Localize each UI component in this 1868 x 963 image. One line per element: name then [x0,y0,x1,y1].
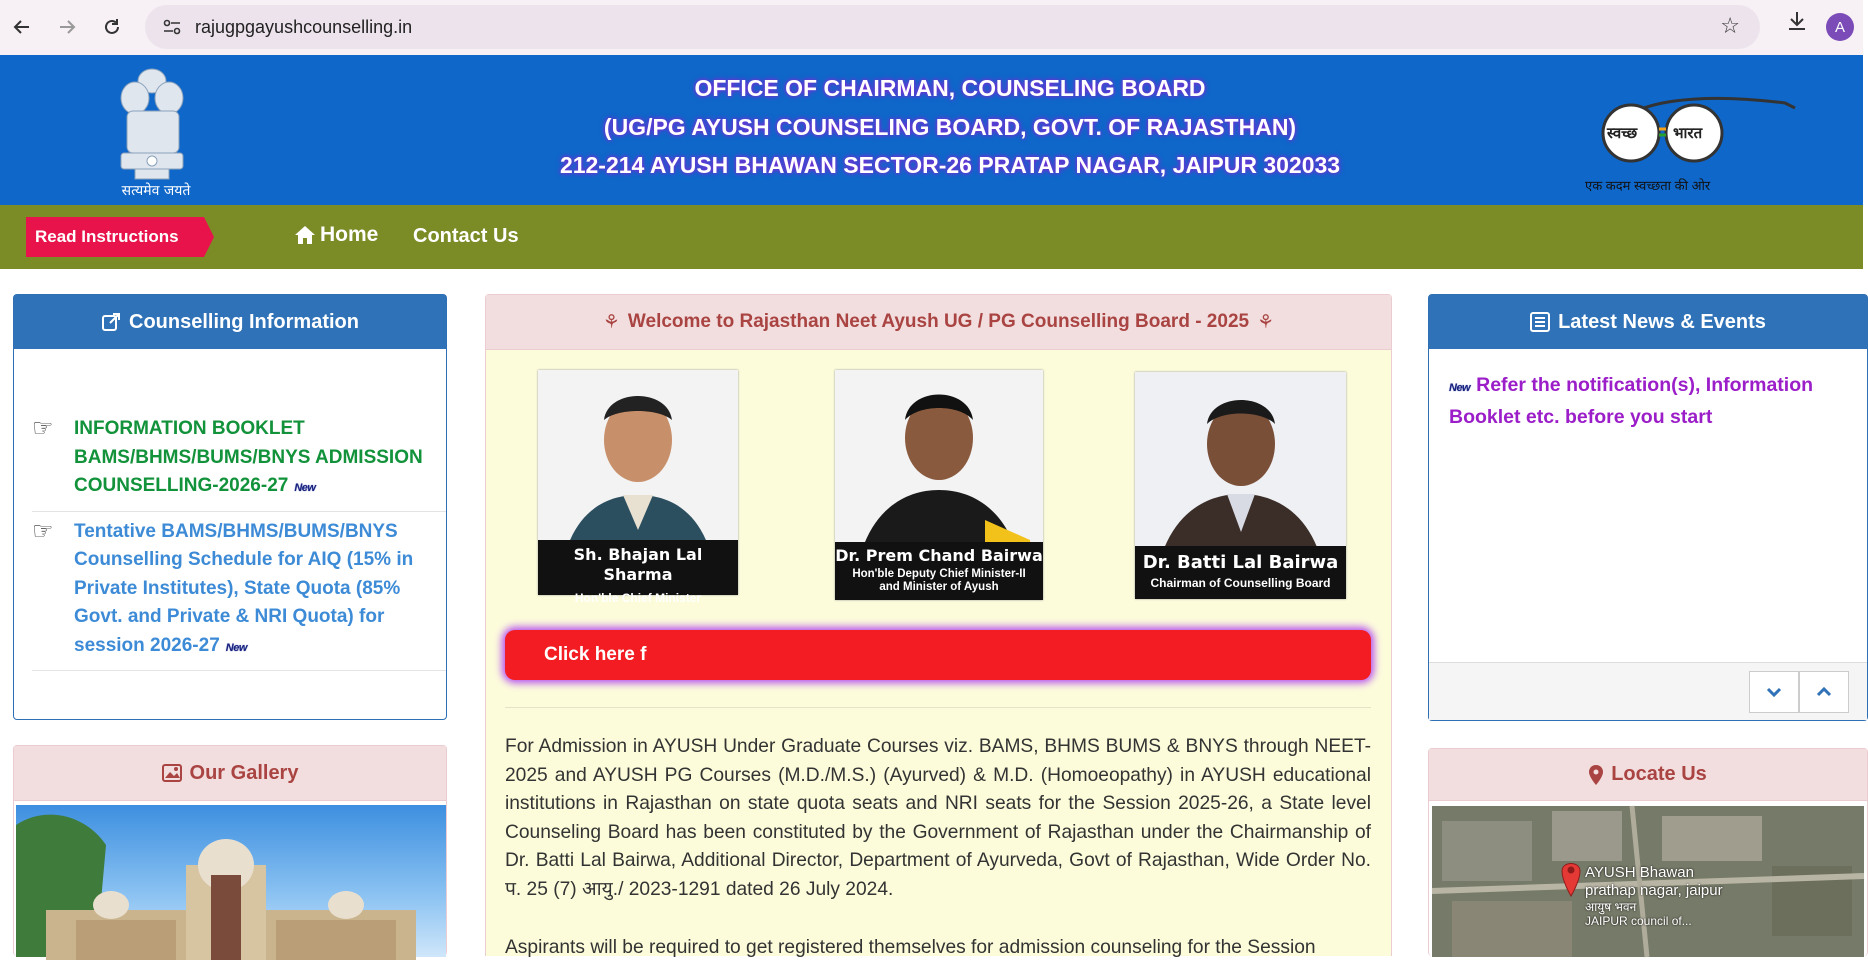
person-name: Sh. Bhajan Lal Sharma [573,545,703,584]
scroll-up-button[interactable] [1799,671,1849,713]
back-icon[interactable] [2,7,42,47]
caption [835,542,1043,600]
click-here-button[interactable]: Click here f [505,630,1371,680]
chevron-down-icon [1766,686,1782,698]
flower-icon: ⚘ [602,311,620,333]
site-header [0,55,1863,205]
map-embed[interactable] [1432,806,1864,957]
forward-icon[interactable] [47,7,87,47]
news-item[interactable]: New Refer the notification(s), Information Booklet etc. before you start [1449,374,1814,428]
gallery-panel [13,745,447,956]
locate-header [1429,749,1867,801]
person-role: Hon'ble Deputy Chief Minister-II and Minister of Ayush [852,568,1026,593]
new-badge: New [1449,382,1471,394]
flower-icon: ⚘ [1257,311,1275,333]
emblem-motto: सत्यमेव जयते [121,183,191,199]
header-line-1: OFFICE OF CHAIRMAN, COUNSELING BOARD [694,75,1206,101]
counselling-list [14,349,446,671]
news-title: Latest News & Events [1558,310,1766,333]
list-item[interactable] [32,409,446,512]
pointing-hand-icon: ☞ [32,517,54,545]
counselling-info-header [14,295,446,349]
swachh-tagline: एक कदम स्वच्छता की ओर [1585,178,1711,193]
news-list [1429,349,1867,431]
new-badge: New [225,641,247,654]
national-emblem-logo [105,63,200,203]
news-controls [1429,662,1867,720]
map-label: AYUSH Bhawan prathap nagar, jaipur आयुष भवन JAIPUR council of... [1585,864,1723,928]
profile-avatar[interactable]: A [1826,13,1854,41]
caption [1135,546,1346,599]
download-icon[interactable] [1782,10,1812,44]
pointing-hand-icon: ☞ [32,415,54,442]
divider [505,707,1371,708]
read-instructions-button[interactable]: Read Instructions [26,217,214,257]
caption [538,540,738,605]
registration-paragraph: Aspirants will be required to get registered themselves for admission counseling for the Session [505,937,1316,958]
news-panel [1428,294,1868,721]
info-booklet-link[interactable]: INFORMATION BOOKLET BAMS/BHMS/BUMS/BNYS ADMISSION COUNSELLING-2026-27 New [74,415,446,503]
welcome-title: Welcome to Rajasthan Neet Ayush UG / PG Counselling Board - 2025 [627,311,1250,332]
nav-home[interactable] [294,223,378,247]
news-header [1429,295,1867,349]
scroll-down-button[interactable] [1749,671,1799,713]
chevron-up-icon [1816,686,1832,698]
person-name: Dr. Batti Lal Bairwa [1142,552,1339,573]
image-icon [162,764,182,782]
locate-title: Locate Us [1611,763,1707,785]
header-title [450,69,1450,185]
map-marker-icon [1589,765,1603,785]
header-line-2: (UG/PG AYUSH COUNSELING BOARD, GOVT. OF RAJASTHAN) [603,113,1297,140]
person-name: Dr. Prem Chand Bairwa [835,546,1043,565]
welcome-panel [485,294,1392,956]
intro-paragraph: For Admission in AYUSH Under Graduate Courses viz. BAMS, BHMS BUMS & BNYS through NEET-2025 and AYUSH PG Courses (M.D./M.S.) (Ayurved) & M.D. (Homoeopathy) in AYUSH educational institutions in Rajasthan on state quota seats and NRI seats for the Session 2025-26, a State level Counseling Board has been constituted by the Government of Rajasthan under the Chairmanship of Dr. Batti Lal Bairwa, Additional Director, Department of Ayurveda, Govt of Rajasthan, Wide Order No. प. 25 (7) आयु./ 2023-1291 dated 26 July 2024. [505,736,1371,900]
schedule-link[interactable]: Tentative BAMS/BHMS/BUMS/BNYS Counselling Schedule for AIQ (15% in Private Institutes), State Quota (85% Govt. and Private & NRI Quota) for session 2026-27 New [74,518,446,663]
reload-icon[interactable] [92,7,132,47]
photo-chief-minister [538,370,738,605]
external-link-icon [101,312,121,332]
main-nav [0,205,1863,269]
counselling-info-panel [13,294,447,720]
gallery-header [14,746,446,801]
header-line-3: 212-214 AYUSH BHAWAN SECTOR-26 PRATAP NAGAR, JAIPUR 302033 [559,152,1341,178]
photo-deputy-cm [835,370,1043,600]
swachh-right-text: भारत [1673,125,1703,142]
nav-contact-us[interactable]: Contact Us [413,225,519,247]
counselling-info-title: Counselling Information [129,310,359,333]
site-info-icon[interactable] [153,19,191,35]
bookmark-star-icon[interactable]: ☆ [1720,13,1740,38]
address-bar[interactable] [145,5,1760,49]
swachh-left-text: स्वच्छ [1607,125,1638,142]
photo-chairman [1135,372,1346,599]
gallery-title: Our Gallery [189,761,299,784]
list-icon [1530,312,1550,332]
list-item[interactable] [32,512,446,672]
nav-home-label: Home [320,223,379,246]
locate-panel [1428,748,1868,956]
url-text[interactable]: rajugpgayushcounselling.in [195,16,413,37]
person-role: Hon'ble Chief Minister [574,591,702,605]
swachh-bharat-logo [1585,93,1800,203]
person-role: Chairman of Counselling Board [1150,576,1331,590]
browser-toolbar [0,0,1863,55]
gallery-image[interactable] [16,805,446,957]
welcome-header [486,295,1391,350]
new-badge: New [294,482,316,494]
home-icon [294,225,316,245]
